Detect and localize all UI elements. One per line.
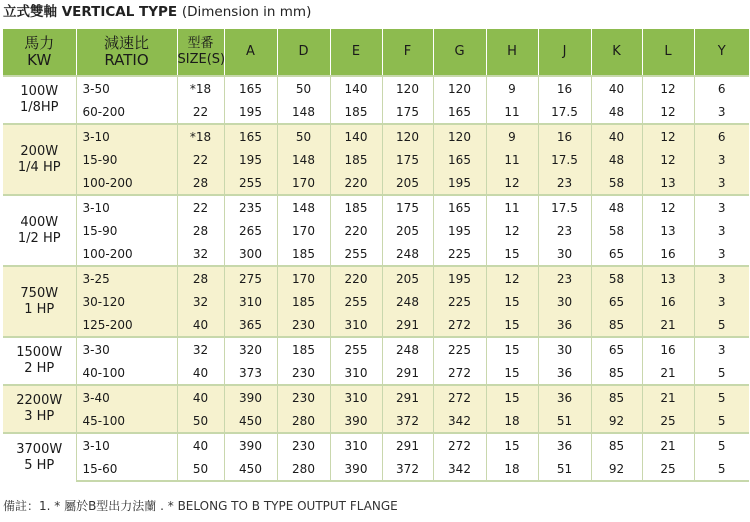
table-row	[3, 148, 749, 171]
power-cell	[3, 337, 76, 385]
dim-h-cell: 9	[486, 124, 538, 148]
dim-h-cell: 15	[486, 337, 538, 361]
specification-table	[3, 29, 749, 482]
dim-h-cell: 18	[486, 457, 538, 481]
dim-h-cell: 15	[486, 290, 538, 313]
dim-g-cell: 272	[433, 313, 486, 337]
table-row	[3, 433, 749, 457]
header-dim-h: H	[486, 29, 538, 76]
dim-a-cell: 390	[224, 385, 277, 409]
dim-a-cell: 450	[224, 409, 277, 433]
power-cell	[3, 385, 76, 433]
dim-d-cell: 185	[277, 290, 330, 313]
power-line: 400W	[20, 214, 59, 230]
dim-j-cell: 30	[538, 337, 591, 361]
dim-a-cell: 450	[224, 457, 277, 481]
dim-d-cell: 230	[277, 385, 330, 409]
dim-k-cell: 65	[591, 290, 642, 313]
dim-y-cell: 5	[694, 313, 749, 337]
table-body	[3, 76, 749, 481]
dim-f-cell: 205	[382, 171, 433, 195]
power-line: 1/4 HP	[17, 159, 61, 175]
dim-a-cell: 320	[224, 337, 277, 361]
dim-g-cell: 272	[433, 433, 486, 457]
dim-d-cell: 50	[277, 76, 330, 100]
ratio-cell: 3-30	[76, 337, 177, 361]
dim-h-cell: 12	[486, 266, 538, 290]
header-dim-e: E	[330, 29, 382, 76]
header-dim-f: F	[382, 29, 433, 76]
table-header	[3, 29, 749, 76]
title-main: 立式雙軸 VERTICAL TYPE	[3, 4, 178, 20]
dim-h-cell: 15	[486, 242, 538, 266]
dim-j-cell: 36	[538, 313, 591, 337]
dim-j-cell: 51	[538, 409, 591, 433]
dim-g-cell: 272	[433, 361, 486, 385]
dim-g-cell: 342	[433, 409, 486, 433]
dim-l-cell: 12	[642, 100, 694, 124]
dim-e-cell: 310	[330, 433, 382, 457]
dim-e-cell: 220	[330, 171, 382, 195]
table-row	[3, 100, 749, 124]
dim-l-cell: 16	[642, 242, 694, 266]
dim-k-cell: 58	[591, 171, 642, 195]
ratio-cell: 3-10	[76, 195, 177, 219]
dim-k-cell: 40	[591, 124, 642, 148]
dim-l-cell: 21	[642, 361, 694, 385]
dim-a-cell: 255	[224, 171, 277, 195]
dim-d-cell: 185	[277, 337, 330, 361]
table-row	[3, 337, 749, 361]
dim-e-cell: 140	[330, 76, 382, 100]
table-row	[3, 290, 749, 313]
dim-y-cell: 5	[694, 409, 749, 433]
table-row	[3, 409, 749, 433]
dim-f-cell: 372	[382, 457, 433, 481]
header-dim-y: Y	[694, 29, 749, 76]
footnote: 備註：1. * 屬於B型出力法蘭 . * BELONG TO B TYPE OUTPUT FLANGE	[3, 499, 398, 513]
header-dim-a: A	[224, 29, 277, 76]
dim-g-cell: 225	[433, 242, 486, 266]
dim-k-cell: 48	[591, 100, 642, 124]
dim-h-cell: 12	[486, 219, 538, 242]
dim-f-cell: 291	[382, 361, 433, 385]
dim-g-cell: 165	[433, 100, 486, 124]
dim-e-cell: 310	[330, 313, 382, 337]
table-row	[3, 195, 749, 219]
size-cell: 28	[177, 266, 224, 290]
dim-d-cell: 170	[277, 171, 330, 195]
dim-e-cell: 220	[330, 219, 382, 242]
dim-k-cell: 85	[591, 313, 642, 337]
dim-d-cell: 280	[277, 409, 330, 433]
dim-a-cell: 390	[224, 433, 277, 457]
table-row	[3, 385, 749, 409]
dim-l-cell: 25	[642, 457, 694, 481]
power-cell	[3, 266, 76, 337]
ratio-cell: 30-120	[76, 290, 177, 313]
ratio-cell: 40-100	[76, 361, 177, 385]
size-cell: 40	[177, 313, 224, 337]
ratio-cell: 125-200	[76, 313, 177, 337]
dim-y-cell: 3	[694, 100, 749, 124]
size-cell: 28	[177, 219, 224, 242]
dim-g-cell: 195	[433, 219, 486, 242]
dim-e-cell: 220	[330, 266, 382, 290]
dim-f-cell: 248	[382, 242, 433, 266]
dim-g-cell: 272	[433, 385, 486, 409]
power-cell	[3, 195, 76, 266]
ratio-cell: 100-200	[76, 171, 177, 195]
dim-a-cell: 235	[224, 195, 277, 219]
dim-f-cell: 291	[382, 385, 433, 409]
dim-y-cell: 3	[694, 171, 749, 195]
dim-l-cell: 12	[642, 124, 694, 148]
dim-y-cell: 5	[694, 457, 749, 481]
dim-h-cell: 11	[486, 195, 538, 219]
dim-k-cell: 65	[591, 242, 642, 266]
header-dim-j: J	[538, 29, 591, 76]
dim-g-cell: 195	[433, 171, 486, 195]
dim-d-cell: 148	[277, 100, 330, 124]
dim-d-cell: 280	[277, 457, 330, 481]
dim-j-cell: 23	[538, 266, 591, 290]
dim-l-cell: 13	[642, 219, 694, 242]
size-cell: 32	[177, 290, 224, 313]
table-row	[3, 124, 749, 148]
dim-j-cell: 36	[538, 361, 591, 385]
dim-l-cell: 13	[642, 266, 694, 290]
dim-e-cell: 255	[330, 242, 382, 266]
dim-y-cell: 5	[694, 433, 749, 457]
ratio-cell: 3-10	[76, 433, 177, 457]
dim-y-cell: 6	[694, 76, 749, 100]
dim-f-cell: 205	[382, 266, 433, 290]
ratio-cell: 15-60	[76, 457, 177, 481]
dim-e-cell: 255	[330, 290, 382, 313]
dim-j-cell: 16	[538, 76, 591, 100]
dim-g-cell: 120	[433, 124, 486, 148]
dim-h-cell: 18	[486, 409, 538, 433]
dim-y-cell: 6	[694, 124, 749, 148]
size-cell: 28	[177, 171, 224, 195]
dim-j-cell: 30	[538, 242, 591, 266]
header-power: 馬力 KW	[3, 29, 76, 76]
table-row	[3, 242, 749, 266]
dim-a-cell: 165	[224, 124, 277, 148]
ratio-cell: 3-10	[76, 124, 177, 148]
size-cell: 32	[177, 337, 224, 361]
header-dim-k: K	[591, 29, 642, 76]
ratio-cell: 3-40	[76, 385, 177, 409]
size-cell: 50	[177, 457, 224, 481]
ratio-cell: 3-50	[76, 76, 177, 100]
dim-g-cell: 225	[433, 290, 486, 313]
power-line: 100W	[20, 84, 59, 99]
dim-j-cell: 36	[538, 433, 591, 457]
dim-d-cell: 148	[277, 195, 330, 219]
dim-h-cell: 15	[486, 361, 538, 385]
dim-j-cell: 17.5	[538, 195, 591, 219]
dim-l-cell: 25	[642, 409, 694, 433]
power-line: 1 HP	[24, 301, 55, 317]
dim-l-cell: 16	[642, 337, 694, 361]
dim-h-cell: 12	[486, 171, 538, 195]
power-cell	[3, 433, 76, 481]
dim-a-cell: 165	[224, 76, 277, 100]
dim-k-cell: 92	[591, 457, 642, 481]
size-cell: 40	[177, 361, 224, 385]
dim-h-cell: 11	[486, 148, 538, 171]
ratio-cell: 100-200	[76, 242, 177, 266]
dim-j-cell: 51	[538, 457, 591, 481]
power-cell	[3, 124, 76, 195]
dim-e-cell: 390	[330, 457, 382, 481]
dim-f-cell: 248	[382, 290, 433, 313]
size-cell: 32	[177, 242, 224, 266]
dim-e-cell: 185	[330, 195, 382, 219]
dim-e-cell: 185	[330, 100, 382, 124]
power-line: 2200W	[16, 393, 63, 408]
dim-f-cell: 175	[382, 148, 433, 171]
dim-y-cell: 3	[694, 195, 749, 219]
dim-k-cell: 65	[591, 337, 642, 361]
dim-d-cell: 170	[277, 266, 330, 290]
ratio-cell: 45-100	[76, 409, 177, 433]
size-cell: 40	[177, 433, 224, 457]
power-line: 1500W	[16, 345, 63, 360]
dim-f-cell: 372	[382, 409, 433, 433]
table-row	[3, 219, 749, 242]
dim-j-cell: 17.5	[538, 148, 591, 171]
ratio-cell: 15-90	[76, 219, 177, 242]
power-line: 200W	[20, 143, 59, 159]
dim-g-cell: 225	[433, 337, 486, 361]
dim-f-cell: 248	[382, 337, 433, 361]
dim-e-cell: 390	[330, 409, 382, 433]
size-cell: 22	[177, 100, 224, 124]
dim-j-cell: 16	[538, 124, 591, 148]
power-line: 2 HP	[24, 361, 55, 376]
dim-e-cell: 310	[330, 361, 382, 385]
size-cell: 50	[177, 409, 224, 433]
dim-f-cell: 291	[382, 313, 433, 337]
dim-l-cell: 21	[642, 313, 694, 337]
dim-y-cell: 5	[694, 385, 749, 409]
dim-h-cell: 15	[486, 385, 538, 409]
header-dim-g: G	[433, 29, 486, 76]
dim-e-cell: 310	[330, 385, 382, 409]
power-line: 750W	[20, 285, 59, 301]
dim-j-cell: 23	[538, 171, 591, 195]
dim-a-cell: 275	[224, 266, 277, 290]
dim-y-cell: 3	[694, 290, 749, 313]
dim-d-cell: 230	[277, 313, 330, 337]
power-line: 5 HP	[24, 457, 55, 473]
dim-y-cell: 3	[694, 219, 749, 242]
dim-a-cell: 265	[224, 219, 277, 242]
dim-g-cell: 165	[433, 148, 486, 171]
dim-e-cell: 185	[330, 148, 382, 171]
dim-f-cell: 120	[382, 124, 433, 148]
power-cell	[3, 76, 76, 124]
table-row	[3, 313, 749, 337]
dim-e-cell: 140	[330, 124, 382, 148]
dim-k-cell: 48	[591, 195, 642, 219]
dim-a-cell: 365	[224, 313, 277, 337]
dim-f-cell: 291	[382, 433, 433, 457]
dim-e-cell: 255	[330, 337, 382, 361]
ratio-cell: 15-90	[76, 148, 177, 171]
size-cell: 22	[177, 195, 224, 219]
dim-g-cell: 120	[433, 76, 486, 100]
dim-a-cell: 300	[224, 242, 277, 266]
dim-h-cell: 11	[486, 100, 538, 124]
dim-a-cell: 310	[224, 290, 277, 313]
size-cell: 40	[177, 385, 224, 409]
ratio-cell: 3-25	[76, 266, 177, 290]
dim-k-cell: 92	[591, 409, 642, 433]
header-dim-l: L	[642, 29, 694, 76]
dim-d-cell: 148	[277, 148, 330, 171]
ratio-cell: 60-200	[76, 100, 177, 124]
dim-f-cell: 120	[382, 76, 433, 100]
dim-g-cell: 195	[433, 266, 486, 290]
dim-k-cell: 85	[591, 433, 642, 457]
dim-h-cell: 9	[486, 76, 538, 100]
dim-a-cell: 195	[224, 100, 277, 124]
table-row	[3, 266, 749, 290]
dim-j-cell: 30	[538, 290, 591, 313]
dim-k-cell: 85	[591, 385, 642, 409]
size-cell: *18	[177, 124, 224, 148]
dim-a-cell: 195	[224, 148, 277, 171]
header-ratio: 減速比 RATIO	[76, 29, 177, 76]
dim-d-cell: 230	[277, 433, 330, 457]
header-size: 型番 SIZE(S)	[177, 29, 224, 76]
dim-j-cell: 23	[538, 219, 591, 242]
dim-y-cell: 3	[694, 242, 749, 266]
page-title	[3, 2, 311, 22]
dim-h-cell: 15	[486, 433, 538, 457]
dim-l-cell: 12	[642, 195, 694, 219]
power-line: 3700W	[16, 441, 63, 457]
dim-g-cell: 165	[433, 195, 486, 219]
table-row	[3, 171, 749, 195]
power-line: 3 HP	[24, 409, 55, 424]
dim-y-cell: 5	[694, 361, 749, 385]
dim-d-cell: 230	[277, 361, 330, 385]
dim-a-cell: 373	[224, 361, 277, 385]
dim-l-cell: 13	[642, 171, 694, 195]
dim-j-cell: 36	[538, 385, 591, 409]
dim-f-cell: 175	[382, 100, 433, 124]
dim-f-cell: 175	[382, 195, 433, 219]
dim-k-cell: 58	[591, 266, 642, 290]
header-row	[3, 29, 749, 76]
dim-l-cell: 16	[642, 290, 694, 313]
dim-j-cell: 17.5	[538, 100, 591, 124]
dim-l-cell: 12	[642, 76, 694, 100]
dim-k-cell: 40	[591, 76, 642, 100]
table-row	[3, 457, 749, 481]
dim-k-cell: 85	[591, 361, 642, 385]
table-row	[3, 76, 749, 100]
power-line: 1/8HP	[19, 100, 59, 115]
dim-g-cell: 342	[433, 457, 486, 481]
size-cell: *18	[177, 76, 224, 100]
size-cell: 22	[177, 148, 224, 171]
dim-l-cell: 12	[642, 148, 694, 171]
dim-h-cell: 15	[486, 313, 538, 337]
dim-l-cell: 21	[642, 433, 694, 457]
header-dim-d: D	[277, 29, 330, 76]
dim-k-cell: 58	[591, 219, 642, 242]
title-dimension: (Dimension in mm)	[181, 4, 312, 20]
dim-d-cell: 50	[277, 124, 330, 148]
dim-k-cell: 48	[591, 148, 642, 171]
dim-d-cell: 185	[277, 242, 330, 266]
power-line: 1/2 HP	[17, 230, 61, 246]
dim-d-cell: 170	[277, 219, 330, 242]
dim-y-cell: 3	[694, 337, 749, 361]
dim-f-cell: 205	[382, 219, 433, 242]
table-row	[3, 361, 749, 385]
dim-y-cell: 3	[694, 148, 749, 171]
dim-l-cell: 21	[642, 385, 694, 409]
dim-y-cell: 3	[694, 266, 749, 290]
